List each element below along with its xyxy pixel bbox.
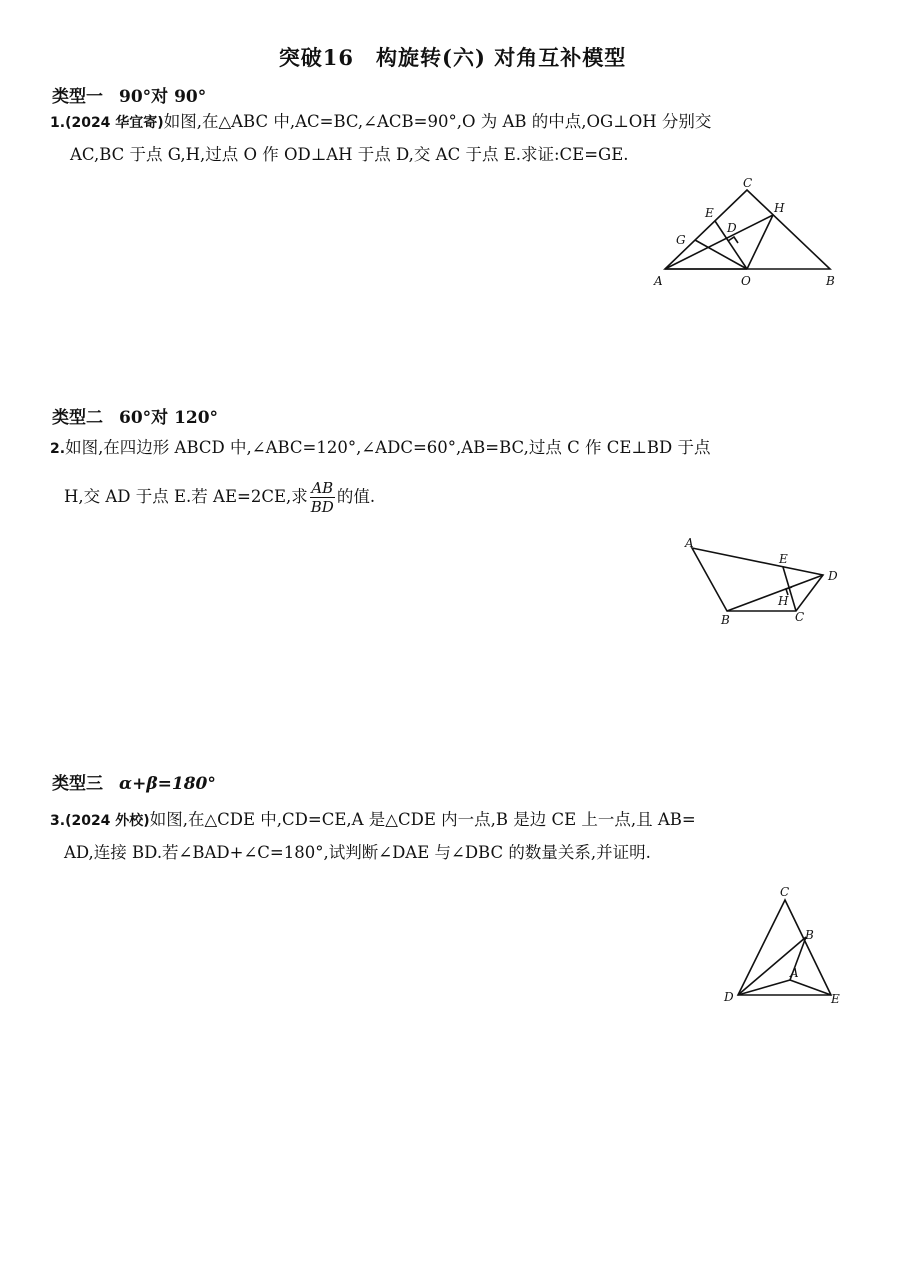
label-e: E (779, 552, 788, 566)
problem-2 (50, 432, 850, 516)
label-d: D (724, 990, 734, 1004)
label-h: H (778, 594, 789, 608)
segment-og (695, 240, 747, 269)
section-1-value: 90°对 90° (119, 87, 207, 107)
label-g: G (676, 233, 686, 247)
problem-3-line-1 (50, 804, 850, 837)
section-3-value: α+β=180° (119, 774, 216, 794)
problem-3-line-2: AD,连接 BD.若∠BAD+∠C=180°,试判断∠DAE 与∠DBC 的数量关系,并证明. (64, 843, 651, 862)
label-c: C (795, 610, 805, 624)
segment-oh (747, 215, 773, 269)
figure-3 (718, 885, 848, 1010)
label-a: A (685, 536, 694, 550)
section-3-label: 类型三 (52, 774, 103, 794)
problem-1 (50, 106, 850, 171)
section-3-heading (52, 769, 216, 794)
problem-2-line-2 (50, 479, 850, 516)
label-c: C (780, 885, 790, 899)
problem-3-source: (2024 外校) (65, 813, 150, 829)
problem-3-text-1: 如图,在△CDE 中,CD=CE,A 是△CDE 内一点,B 是边 CE 上一点,且 AB= (149, 810, 696, 829)
fraction-denominator: BD (310, 498, 334, 516)
problem-2-text-2b: 的值. (336, 487, 376, 506)
label-e: E (705, 206, 714, 220)
label-a: A (790, 966, 799, 980)
problem-1-line-2: AC,BC 于点 G,H,过点 O 作 OD⊥AH 于点 D,交 AC 于点 E.求证:CE=GE. (70, 145, 629, 164)
problem-2-number: 2. (50, 441, 66, 457)
problem-3 (50, 804, 850, 869)
problem-2-line-1 (50, 432, 850, 465)
fraction-ab-bd (310, 479, 335, 516)
section-1-label: 类型一 (52, 87, 103, 107)
label-a: A (654, 274, 663, 288)
section-1-heading (52, 82, 206, 107)
label-b: B (721, 613, 730, 627)
label-o: O (741, 274, 751, 288)
figure-2 (680, 535, 845, 630)
section-2-value: 60°对 120° (119, 408, 219, 428)
label-d: D (828, 569, 838, 583)
triangle-cde (738, 900, 831, 995)
page-title: 突破16 构旋转(六) 对角互补模型 (278, 45, 627, 70)
problem-2-text-1: 如图,在四边形 ABCD 中,∠ABC=120°,∠ADC=60°,AB=BC,过点 C 作 CE⊥BD 于点 (65, 438, 711, 457)
label-d: D (727, 221, 737, 235)
label-b: B (805, 928, 814, 942)
problem-1-text-1: 如图,在△ABC 中,AC=BC,∠ACB=90°,O 为 AB 的中点,OG⊥OH 分别交 (163, 112, 712, 131)
section-2-label: 类型二 (52, 408, 103, 428)
quadrilateral-abcd (692, 548, 823, 611)
label-h: H (774, 201, 785, 215)
section-2-heading (52, 403, 218, 428)
problem-2-text-2a: H,交 AD 于点 E.若 AE=2CE,求 (64, 487, 308, 506)
figure-1 (650, 178, 840, 293)
label-c: C (743, 176, 753, 190)
problem-3-number: 3. (50, 813, 66, 829)
label-e: E (831, 992, 840, 1006)
problem-1-line-1 (50, 106, 850, 139)
problem-1-number: 1. (50, 115, 66, 131)
problem-1-source: (2024 华宜寄) (65, 115, 164, 131)
fraction-numerator: AB (311, 479, 334, 497)
label-b: B (826, 274, 835, 288)
